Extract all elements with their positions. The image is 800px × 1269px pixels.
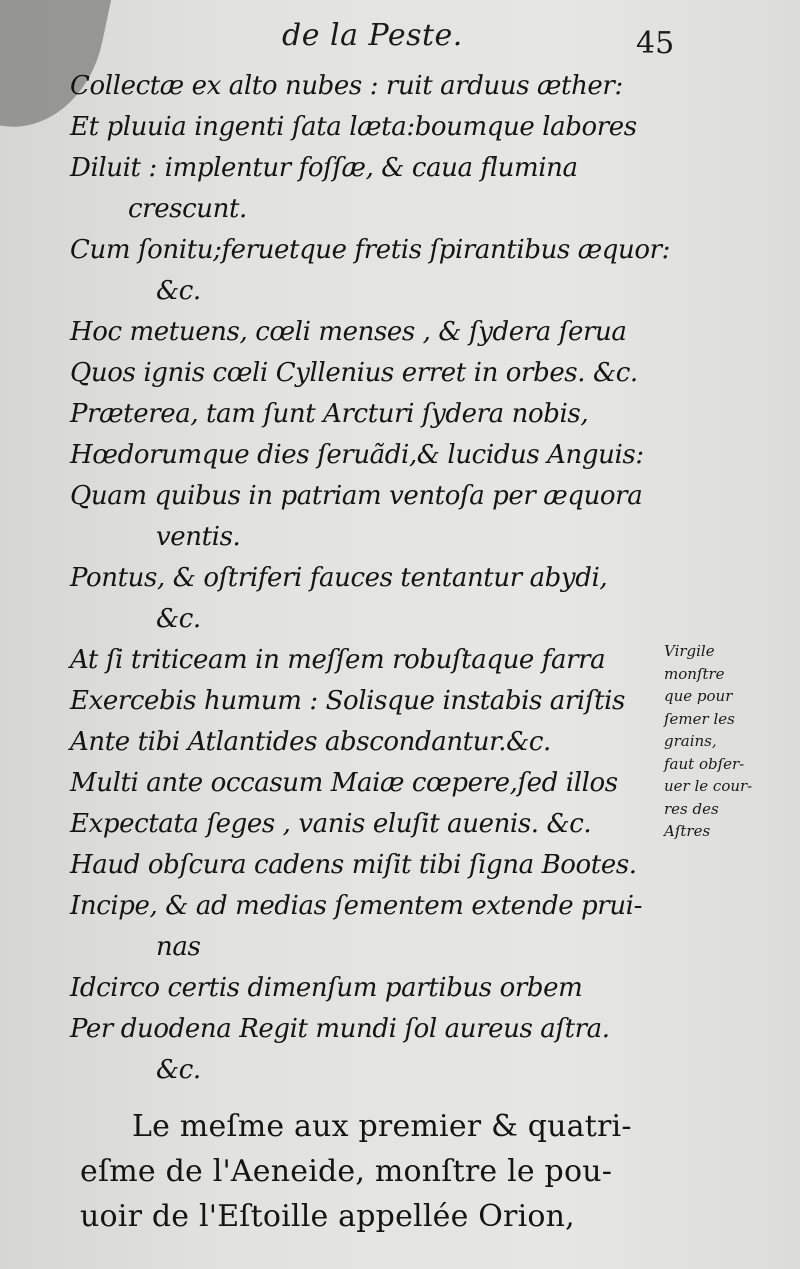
verse-line: Per duodena Regit mundi ſol aureus aſtra. <box>70 1014 610 1044</box>
margin-note-line: ſemer les <box>664 709 735 728</box>
verse-line: Multi ante occasum Maiæ cœpere,ſed illos <box>70 768 618 798</box>
prose-line: eſme de l'Aeneide, monſtre le pou- <box>80 1154 613 1189</box>
verse-line: Collectæ ex alto nubes : ruit arduus æther: <box>70 71 623 101</box>
prose-line: uoir de l'Eſtoille appellée Orion, <box>80 1199 575 1234</box>
margin-note-line: Virgile <box>664 642 715 660</box>
verse-line: ventis. <box>156 522 241 552</box>
page-number: 45 <box>636 26 675 61</box>
margin-note-line: faut obſer- <box>664 754 745 773</box>
verse-line: Et pluuia ingenti ſata læta:boumque labores <box>70 112 637 142</box>
verse-line: Exercebis humum : Solisque instabis ariſtis <box>70 686 625 716</box>
verse-line: Hoc metuens, cœli menses , & ſydera ſerua <box>70 317 627 347</box>
verse-line: crescunt. <box>128 194 247 224</box>
verse-line: Hœdorumque dies ſeruãdi,& lucidus Anguis: <box>70 440 644 470</box>
verse-line: &c. <box>156 604 201 634</box>
verse-line: Ante tibi Atlantides abscondantur.&c. <box>70 727 551 757</box>
prose-line: Le meſme aux premier & quatri- <box>132 1109 632 1144</box>
margin-note-line: monſtre <box>664 664 725 683</box>
margin-note-line: grains, <box>664 732 717 750</box>
verse-line: Expectata ſeges , vanis eluſit auenis. &c. <box>70 809 592 839</box>
margin-note-line: Aſtres <box>664 822 711 840</box>
marginal-note <box>664 640 794 843</box>
verse-line: Haud obſcura cadens miſit tibi ſigna Bootes. <box>70 850 637 880</box>
verse-line: nas <box>156 932 201 962</box>
verse-line: Idcirco certis dimenſum partibus orbem <box>70 973 583 1003</box>
margin-note-line: que pour <box>664 687 733 705</box>
verse-line: Quam quibus in patriam ventoſa per æquora <box>70 481 643 511</box>
margin-note-line: res des <box>664 799 719 818</box>
verse-line: Præterea, tam ſunt Arcturi ſydera nobis, <box>70 399 589 429</box>
verse-line: At ſi triticeam in meſſem robuſtaque farra <box>70 645 606 675</box>
verse-line: Quos ignis cœli Cyllenius erret in orbes. &c. <box>70 358 638 388</box>
running-head: de la Peste. <box>282 18 463 53</box>
french-prose-block <box>80 1104 680 1239</box>
verse-line: &c. <box>156 276 201 306</box>
margin-note-line: uer le cour- <box>664 777 753 795</box>
verse-line: Diluit : implentur foſſæ, & caua flumina <box>70 153 578 183</box>
verse-line: Incipe, & ad medias ſementem extende prui- <box>70 891 642 921</box>
verse-line: &c. <box>156 1055 201 1085</box>
latin-verse-block <box>70 66 670 1091</box>
verse-line: Cum ſonitu;feruetque fretis ſpirantibus æquor: <box>70 235 671 265</box>
verse-line: Pontus, & oſtriferi fauces tentantur abydi, <box>70 563 608 593</box>
